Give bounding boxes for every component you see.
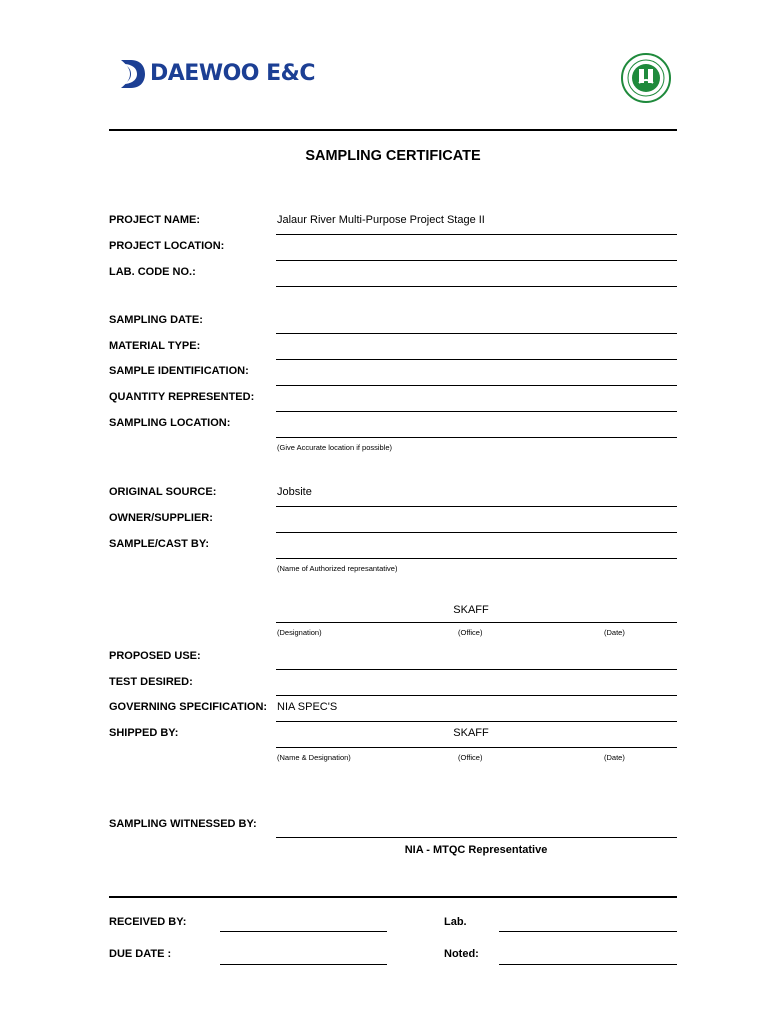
lab-line [499, 931, 677, 932]
noted-label: Noted: [444, 948, 479, 960]
sampling-location-label: SAMPLING LOCATION: [109, 417, 231, 429]
sampling-date-label: SAMPLING DATE: [109, 314, 203, 326]
lab-code-label: LAB. CODE NO.: [109, 266, 196, 278]
test-desired-line [276, 695, 677, 696]
quantity-represented-line [276, 411, 677, 412]
sampling-date-line [276, 333, 677, 334]
logo-text: DAEWOO E&C [150, 61, 316, 86]
proposed-use-label: PROPOSED USE: [109, 650, 201, 662]
test-desired-label: TEST DESIRED: [109, 676, 193, 688]
shipped-by-label: SHIPPED BY: [109, 727, 179, 739]
owner-supplier-line [276, 532, 677, 533]
original-source-value[interactable]: Jobsite [277, 486, 312, 498]
sample-cast-by-label: SAMPLE/CAST BY: [109, 538, 210, 550]
project-name-value[interactable]: Jalaur River Multi-Purpose Project Stage II [277, 214, 485, 226]
governing-specification-label: GOVERNING SPECIFICATION: [109, 701, 268, 713]
office-note: (Office) [458, 628, 483, 637]
project-name-line [276, 234, 677, 235]
sample-identification-line [276, 385, 677, 386]
original-source-line [276, 506, 677, 507]
seal-icon [620, 52, 672, 104]
due-date-label: DUE DATE : [109, 948, 172, 960]
shipped-by-value[interactable]: SKAFF [453, 727, 489, 739]
project-location-line [276, 260, 677, 261]
received-by-label: RECEIVED BY: [109, 916, 187, 928]
lab-label: Lab. [444, 916, 467, 928]
quantity-represented-label: QUANTITY REPRESENTED: [109, 391, 255, 403]
shipped-date-note: (Date) [604, 753, 625, 762]
sample-identification-label: SAMPLE IDENTIFICATION: [109, 365, 249, 377]
sample-cast-by-note: (Name of Authorized represantative) [277, 564, 398, 573]
shipped-office-note: (Office) [458, 753, 483, 762]
daewoo-swirl-icon [118, 58, 146, 90]
owner-supplier-label: OWNER/SUPPLIER: [109, 512, 213, 524]
sampling-witnessed-by-line [276, 837, 677, 838]
shipped-by-line [276, 747, 677, 748]
sampling-location-note: (Give Accurate location if possible) [277, 443, 393, 452]
lab-code-line [276, 286, 677, 287]
footer-divider [109, 896, 677, 898]
agency-seal [620, 52, 672, 104]
designation-note: (Designation) [277, 628, 322, 637]
proposed-use-line [276, 669, 677, 670]
sampler-office-value[interactable]: SKAFF [453, 604, 489, 616]
sampling-location-line [276, 437, 677, 438]
witness-caption: NIA - MTQC Representative [404, 844, 548, 856]
company-logo [118, 58, 316, 92]
project-name-label: PROJECT NAME: [109, 214, 201, 226]
due-date-line [220, 964, 387, 965]
governing-specification-line [276, 721, 677, 722]
header-divider [109, 129, 677, 131]
project-location-label: PROJECT LOCATION: [109, 240, 225, 252]
sampling-witnessed-by-label: SAMPLING WITNESSED BY: [109, 818, 257, 830]
original-source-label: ORIGINAL SOURCE: [109, 486, 217, 498]
sampler-office-line [276, 622, 677, 623]
sample-cast-by-line [276, 558, 677, 559]
date-note: (Date) [604, 628, 625, 637]
material-type-line [276, 359, 677, 360]
material-type-label: MATERIAL TYPE: [109, 340, 201, 352]
governing-specification-value[interactable]: NIA SPEC'S [277, 701, 338, 713]
name-designation-note: (Name & Designation) [277, 753, 351, 762]
page-title: SAMPLING CERTIFICATE [305, 148, 481, 164]
noted-line [499, 964, 677, 965]
received-by-line [220, 931, 387, 932]
